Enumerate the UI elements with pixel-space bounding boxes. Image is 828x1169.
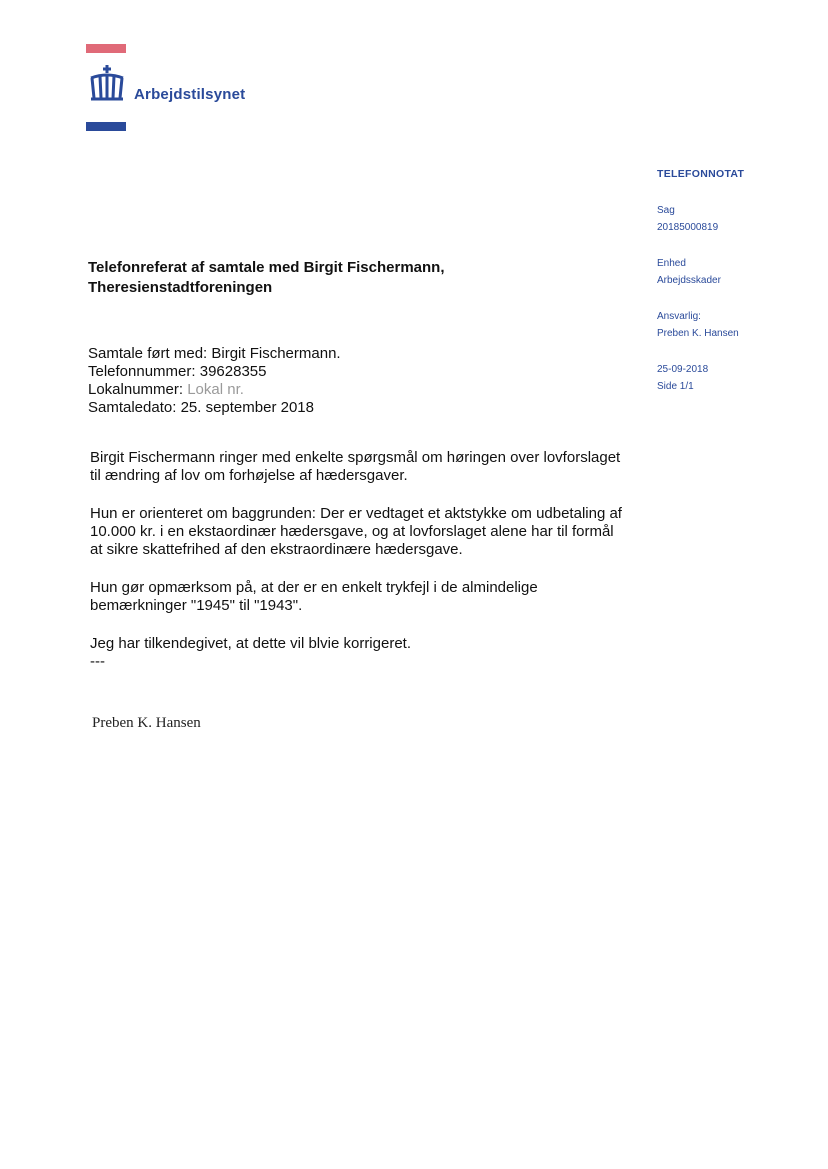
unit-group [657, 255, 807, 289]
responsible-label: Ansvarlig: [657, 311, 701, 322]
document-sidebar [657, 166, 807, 395]
crown-icon [86, 64, 128, 104]
separator: --- [90, 653, 105, 670]
responsible-group [657, 308, 807, 342]
agency-name: Arbejdstilsynet [134, 86, 246, 103]
signature: Preben K. Hansen [92, 715, 201, 731]
case-group [657, 202, 807, 236]
paragraph-1: Birgit Fischermann ringer med enkelte spørgsmål om høringen over lovforslaget til ændring af lov om forhøjelse af hædersgaver. [90, 449, 621, 484]
paragraph-3: Hun gør opmærksom på, at der er en enkelt trykfejl i de almindelige bemærkninger "1945" til "1943". [90, 579, 538, 614]
phone-row [88, 363, 341, 381]
call-date-label: Samtaledato: [88, 399, 177, 416]
logo-blue-bar [86, 122, 126, 131]
local-number-value: Lokal nr. [187, 381, 244, 398]
case-label: Sag [657, 205, 675, 216]
contact-row [88, 345, 341, 363]
paragraph-4: Jeg har tilkendegivet, at dette vil blvie korrigeret. [90, 635, 411, 652]
unit-value: Arbejdsskader [657, 275, 721, 286]
paragraph-2: Hun er orienteret om baggrunden: Der er vedtaget et aktstykke om udbetaling af 10.000 kr. i en ekstaordinær hædersgave, og at lovforslaget alene har til formål at sikre skattefrihed af den ekstraordinære hædersgave. [90, 505, 622, 558]
case-number: 20185000819 [657, 222, 719, 233]
document-date: 25-09-2018 [657, 364, 709, 375]
title-line-2: Theresienstadtforeningen [88, 279, 273, 296]
phone-label: Telefonnummer: [88, 363, 196, 380]
call-date-value: 25. september 2018 [180, 399, 314, 416]
document-type: TELEFONNOTAT [657, 168, 745, 180]
call-details [88, 345, 341, 417]
call-date-row [88, 399, 341, 417]
page-number: Side 1/1 [657, 381, 694, 392]
responsible-value: Preben K. Hansen [657, 328, 739, 339]
title-line-1: Telefonreferat af samtale med Birgit Fischermann, [88, 259, 445, 276]
date-group [657, 361, 807, 395]
contact-value: Birgit Fischermann. [211, 345, 341, 362]
note-body [90, 449, 630, 671]
local-number-label: Lokalnummer: [88, 381, 184, 398]
logo-red-bar [86, 44, 126, 53]
document-title [88, 258, 508, 298]
local-number-row [88, 381, 341, 399]
unit-label: Enhed [657, 258, 686, 269]
phone-value: 39628355 [199, 363, 267, 380]
contact-label: Samtale ført med: [88, 345, 208, 362]
